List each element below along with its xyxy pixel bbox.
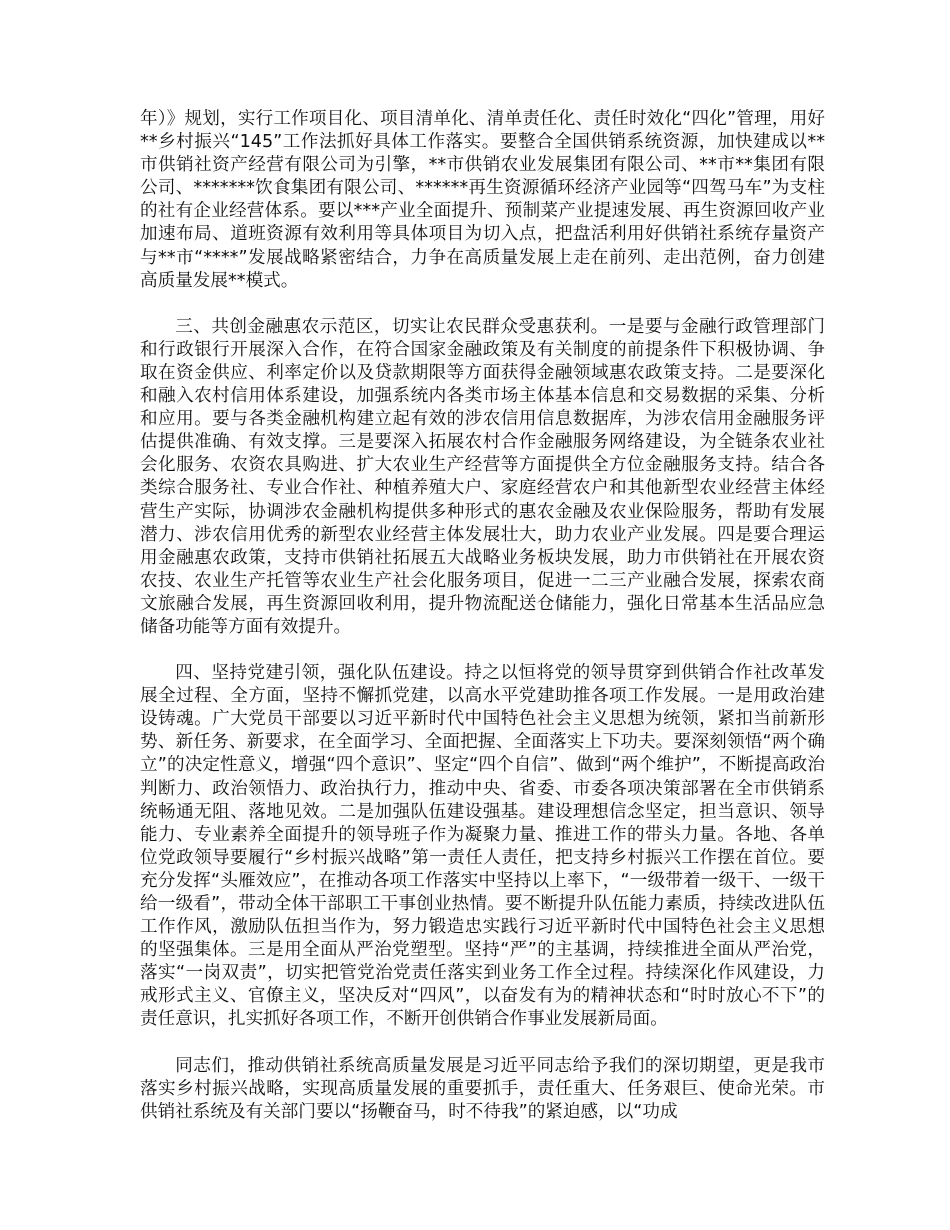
paragraph-finance-demo-zone: 三、共创金融惠农示范区，切实让农民群众受惠获利。一是要与金融行政管理部门和行政银行开展深入合作，在符合国家金融政策及有关制度的前提条件下积极协调、争取在资金供应、利率定价以及贷款期限等方面获得金融领域惠农政策支持。二是要深化和融入农村信用体系建设，加强系统内各类市场主体基本信息和交易数据的采集、分析和应用。要与各类金融机构建立起有效的涉农信用信息数据库，为涉农信用金融服务评估提供准确、有效支撑。三是要深入拓展农村合作金融服务网络建设，为全链条农业社会化服务、农资农具购进、扩大农业生产经营等方面提供全方位金融服务支持。结合各类综合服务社、专业合作社、种植养殖大户、家庭经营农户和其他新型农业经营主体经营生产实际，协调涉农金融机构提供多种形式的惠农金融及农业保险服务，帮助有发展潜力、涉农信用优秀的新型农业经营主体发展壮大，助力农业产业发展。四是要合理运用金融惠农政策，支持市供销社拓展五大战略业务板块发展，助力市供销社在开展农资农技、农业生产托管等农业生产社会化服务项目，促进一二三产业融合发展，探索农商文旅融合发展，再生资源回收利用，提升物流配送仓储能力，强化日常基本生活品应急储备功能等方面有效提升。 bbox=[140, 316, 825, 637]
paragraph-plan-continuation: 年）》规划，实行工作项目化、项目清单化、清单责任化、责任时效化“四化”管理，用好**乡村振兴“145”工作法抓好具体工作落实。要整合全国供销系统资源，加快建成以**市供销社资产经营有限公司为引擎，**市供销农业发展集团有限公司、**市**集团有限公司、*******饮食集团有限公司、******再生资源循环经济产业园等“四驾马车”为支柱的社有企业经营体系。要以***产业全面提升、预制菜产业提速发展、再生资源回收产业加速布局、道班资源有效利用等具体项目为切入点，把盘活利用好供销社系统存量资产与**市“****”发展战略紧密结合，力争在高质量发展上走在前列、走出范例，奋力创建高质量发展**模式。 bbox=[140, 109, 825, 291]
document-page bbox=[140, 108, 825, 1147]
paragraph-closing-remarks: 同志们，推动供销社系统高质量发展是习近平同志给予我们的深切期望，更是我市落实乡村振兴战略，实现高质量发展的重要抓手，责任重大、任务艰巨、使命光荣。市供销社系统及有关部门要以“扬鞭奋马，时不待我”的紧迫感，以“功成 bbox=[140, 1055, 825, 1122]
paragraph-party-building: 四、坚持党建引领，强化队伍建设。持之以恒将党的领导贯穿到供销合作社改革发展全过程、全方面，坚持不懈抓党建，以高水平党建助推各项工作发展。一是用政治建设铸魂。广大党员干部要以习近平新时代中国特色社会主义思想为统领，紧扣当前新形势、新任务、新要求，在全面学习、全面把握、全面落实上下功夫。要深刻领悟“两个确立”的决定性意义，增强“四个意识”、坚定“四个自信”、做到“两个维护”，不断提高政治判断力、政治领悟力、政治执行力，推动中央、省委、市委各项决策部署在全市供销系统畅通无阻、落地见效。二是加强队伍建设强基。建设理想信念坚定，担当意识、领导能力、专业素养全面提升的领导班子作为凝聚力量、推进工作的带头力量。各地、各单位党政领导要履行“乡村振兴战略”第一责任人责任，把支持乡村振兴工作摆在首位。要充分发挥“头雁效应”，在推动各项工作落实中坚持以上率下，“一级带着一级干、一级干给一级看”，带动全体干部职工干事创业热情。要不断提升队伍能力素质，持续改进队伍工作作风，激励队伍担当作为，努力锻造忠实践行习近平新时代中国特色社会主义思想的坚强集体。三是用全面从严治党塑型。坚持“严”的主基调，持续推进全面从严治党，落实“一岗双责”，切实把管党治党责任落实到业务工作全过程。持续深化作风建设，力戒形式主义、官僚主义，坚决反对“四风”，以奋发有为的精神状态和“时时放心不下”的责任意识，扎实抓好各项工作，不断开创供销合作事业发展新局面。 bbox=[140, 663, 825, 1030]
